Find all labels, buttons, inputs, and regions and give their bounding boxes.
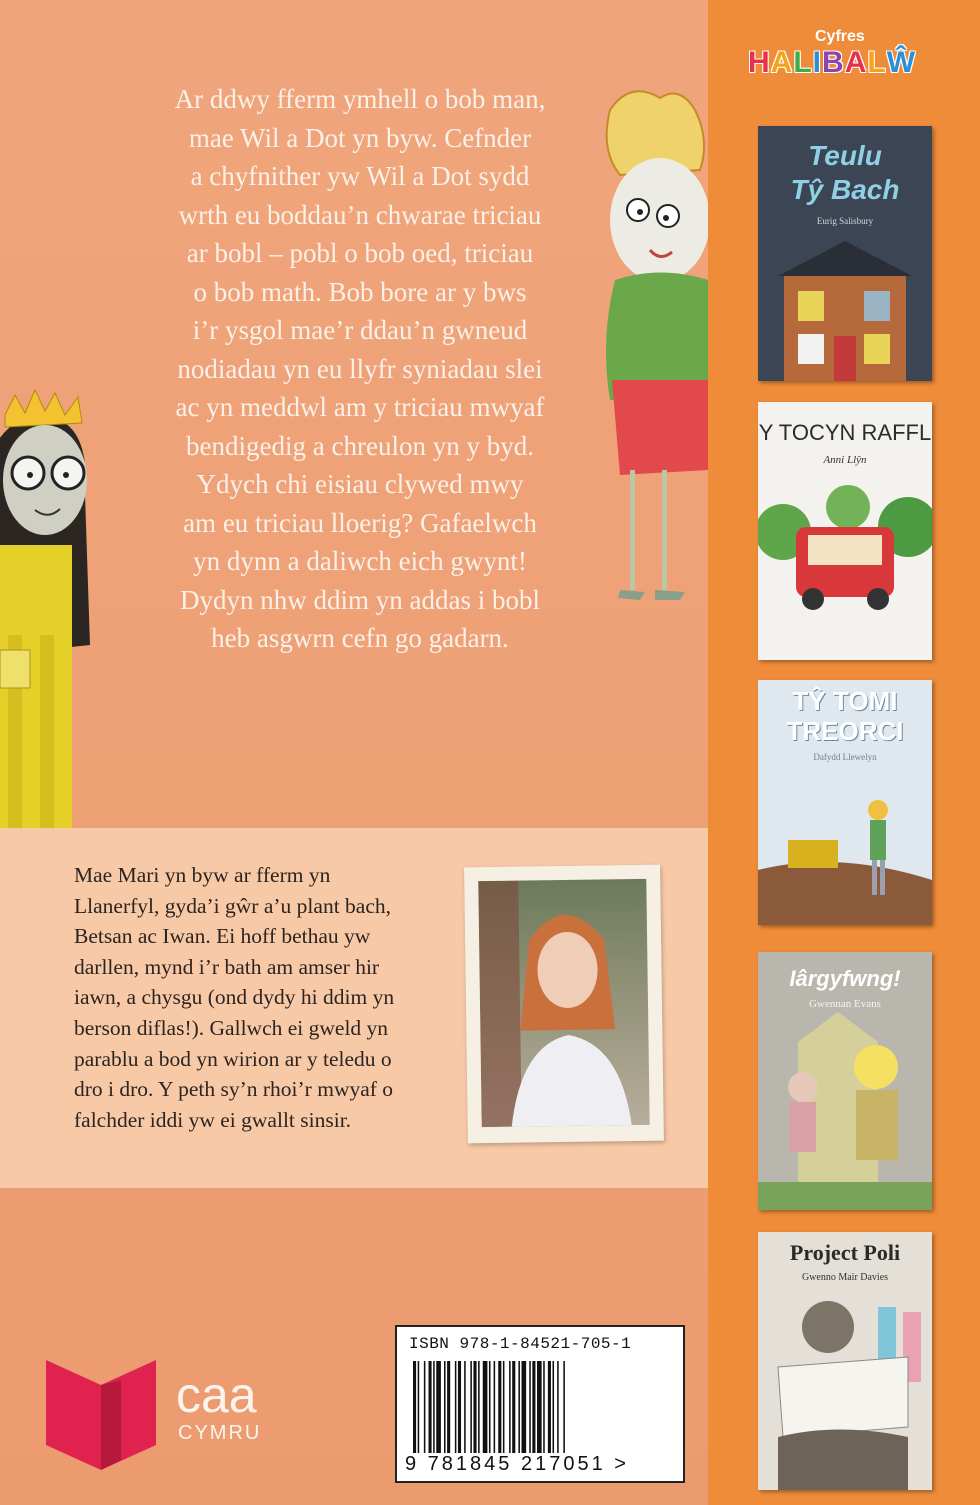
barcode-bar bbox=[509, 1361, 511, 1453]
book-title: TREORCI bbox=[786, 716, 904, 746]
blurb-text bbox=[100, 80, 620, 658]
barcode-bar bbox=[537, 1361, 542, 1453]
series-label: Cyfres bbox=[815, 28, 865, 45]
book-title: TŶ TOMI bbox=[792, 686, 898, 716]
book-title: Project Poli bbox=[789, 1240, 901, 1265]
book-cover-project-poli bbox=[758, 1232, 932, 1490]
blurb-line: am eu triciau lloerig? Gafaelwch bbox=[183, 507, 537, 538]
series-logo-letter: I bbox=[812, 46, 823, 79]
blurb-line: mae Wil a Dot yn byw. Cefnder bbox=[188, 122, 532, 153]
barcode-bar bbox=[563, 1361, 565, 1453]
barcode-bar bbox=[512, 1361, 515, 1453]
barcode-bar bbox=[529, 1361, 531, 1453]
barcode-bars-icon bbox=[411, 1361, 673, 1453]
blurb-line: ac yn meddwl am y triciau mwyaf bbox=[175, 392, 545, 422]
blurb-line: o bob math. Bob bore ar y bws bbox=[193, 276, 527, 307]
book-title: Iârgyfwng! bbox=[789, 966, 901, 991]
publisher-name: caa bbox=[176, 1367, 257, 1423]
barcode-bar bbox=[498, 1361, 501, 1453]
barcode-bar bbox=[553, 1361, 555, 1453]
barcode-bar bbox=[478, 1361, 480, 1453]
blurb-line: a chyfnither yw Wil a Dot sydd bbox=[190, 161, 530, 191]
barcode-bar bbox=[424, 1361, 426, 1453]
barcode-bar bbox=[532, 1361, 535, 1453]
book-title: Y TOCYN RAFFL bbox=[758, 420, 932, 445]
book-author: Anni Llŷn bbox=[823, 454, 867, 466]
book-author: Eurig Salisbury bbox=[816, 216, 874, 226]
author-photo-image bbox=[478, 879, 649, 1127]
series-logo-letter: B bbox=[822, 46, 845, 79]
blurb-line: ar bobl – pobl o bob oed, triciau bbox=[186, 238, 534, 268]
book-author: Gwenno Mair Davies bbox=[801, 1272, 889, 1283]
series-logo-letter: L bbox=[867, 46, 887, 79]
barcode bbox=[395, 1325, 685, 1483]
series-logo-letter: A bbox=[844, 46, 868, 79]
barcode-bar bbox=[413, 1361, 416, 1453]
barcode-bar bbox=[470, 1361, 472, 1453]
barcode-bar bbox=[433, 1361, 435, 1453]
author-bio-line: Llanerfyl, gyda’i gŵr a’u plant bach, bbox=[74, 893, 391, 918]
blurb-line: Ydych chi eisiau clywed mwy bbox=[196, 469, 524, 499]
publisher-subtitle: CYMRU bbox=[178, 1422, 262, 1444]
barcode-bar bbox=[503, 1361, 505, 1453]
blurb-line: Dydyn nhw ddim yn addas i bobl bbox=[180, 584, 540, 615]
author-bio bbox=[74, 860, 474, 1135]
series-logo bbox=[748, 46, 916, 80]
author-bio-line: parablu a bod yn wirion ar y teledu o bbox=[74, 1046, 392, 1071]
book-cover-teulu-ty-bach bbox=[758, 126, 932, 381]
barcode-bar bbox=[436, 1361, 441, 1453]
barcode-bar bbox=[455, 1361, 457, 1453]
author-bio-line: Betsan ac Iwan. Ei hoff bethau yw bbox=[74, 924, 371, 949]
series-logo-letter: H bbox=[748, 46, 771, 79]
barcode-bar bbox=[418, 1361, 420, 1453]
barcode-bar bbox=[447, 1361, 450, 1453]
newspaper-illustration bbox=[758, 1287, 932, 1490]
series-logo-letter: Ŵ bbox=[886, 46, 917, 79]
barcode-bar bbox=[518, 1361, 520, 1453]
blurb-line: nodiadau yn eu llyfr syniadau slei bbox=[177, 353, 543, 384]
blurb-line: wrth eu boddau’n chwarae triciau bbox=[178, 199, 542, 230]
book-cover-ty-tomi-treorci bbox=[758, 680, 932, 925]
book-author: Dafydd Llewelyn bbox=[813, 752, 877, 762]
book-author: Gwennan Evans bbox=[809, 998, 881, 1010]
blurb-line: yn dynn a daliwch eich gwynt! bbox=[193, 546, 527, 576]
house-illustration bbox=[768, 236, 922, 381]
author-bio-line: berson diflas!). Gallwch ei gweld yn bbox=[74, 1015, 389, 1040]
author-bio-line: Mae Mari yn byw ar fferm yn bbox=[74, 863, 331, 887]
series-logo-letter: L bbox=[793, 46, 813, 79]
book-title: Tŷ Bach bbox=[790, 174, 900, 205]
children-illustration bbox=[758, 1012, 932, 1210]
barcode-bar bbox=[458, 1361, 461, 1453]
barcode-digits: 9 781845 217051 > bbox=[405, 1453, 629, 1475]
car-illustration bbox=[758, 477, 932, 660]
barcode-bar bbox=[464, 1361, 466, 1453]
isbn-number: ISBN 978-1-84521-705-1 bbox=[409, 1335, 632, 1353]
barcode-bar bbox=[489, 1361, 491, 1453]
book-cover-iargyfwng bbox=[758, 952, 932, 1210]
author-bio-line: falchder iddi yw ei gwallt sinsir. bbox=[74, 1107, 352, 1132]
barcode-bar bbox=[557, 1361, 559, 1453]
author-bio-line: iawn, a chysgu (ond dydy hi ddim yn bbox=[74, 985, 395, 1010]
blurb-line: bendigedig a chreulon yn y byd. bbox=[186, 430, 534, 461]
book-cover-y-tocyn-raffl bbox=[758, 402, 932, 660]
book-title: Teulu bbox=[808, 140, 882, 171]
barcode-bar bbox=[522, 1361, 527, 1453]
barcode-bar bbox=[444, 1361, 446, 1453]
series-logo-letter: A bbox=[770, 46, 794, 79]
author-bio-line: dro i dro. Y peth sy’n rhoi’r mwyaf o bbox=[74, 1077, 394, 1102]
blurb-line: Ar ddwy fferm ymhell o bob man, bbox=[174, 84, 546, 114]
author-bio-line: darllen, mynd i’r bath am amser hir bbox=[74, 954, 380, 979]
barcode-bar bbox=[473, 1361, 476, 1453]
blurb-line: i’r ysgol mae’r ddau’n gwneud bbox=[192, 315, 528, 345]
barcode-bar bbox=[494, 1361, 496, 1453]
barcode-bar bbox=[429, 1361, 432, 1453]
barcode-bar bbox=[543, 1361, 545, 1453]
digger-illustration bbox=[758, 770, 932, 925]
barcode-bar bbox=[548, 1361, 551, 1453]
blurb-line: heb asgwrn cefn go gadarn. bbox=[211, 623, 509, 653]
author-photo bbox=[464, 865, 664, 1144]
barcode-bar bbox=[483, 1361, 488, 1453]
